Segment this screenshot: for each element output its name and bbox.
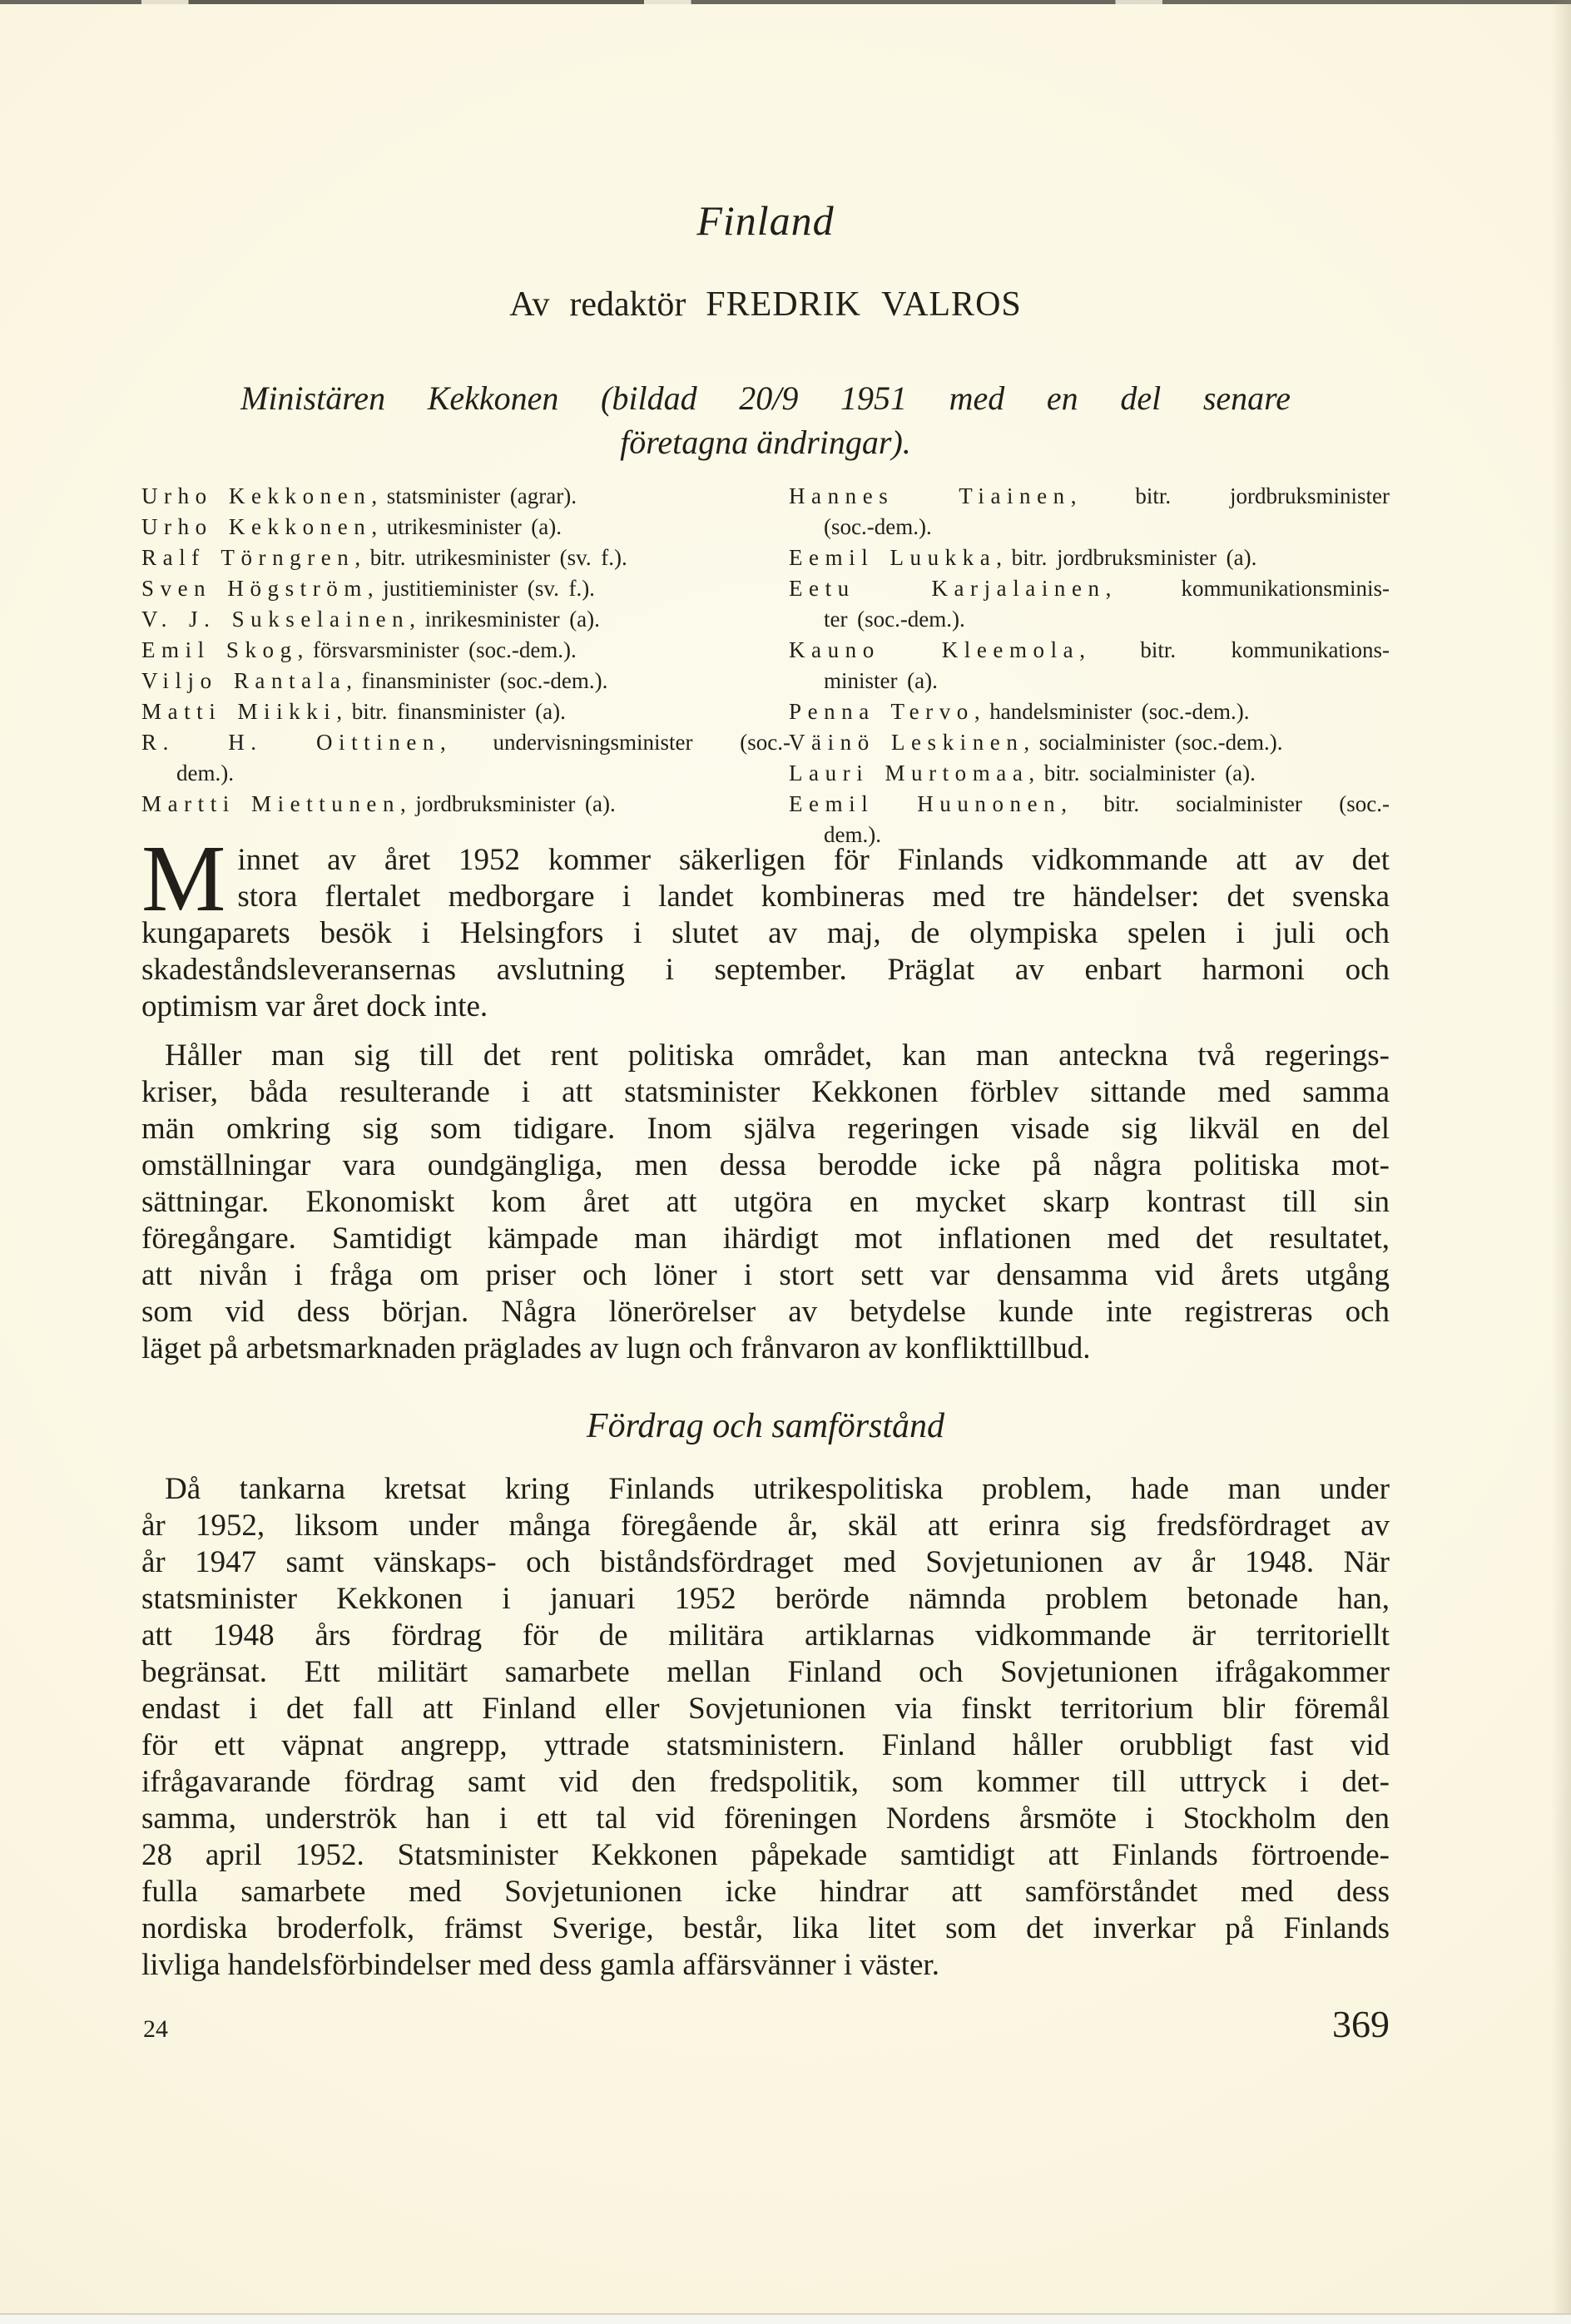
text-line: som vid dess början. Några lönerörelser av betydelse kunde inte registreras och bbox=[141, 1295, 1390, 1329]
cabinet-entry bbox=[789, 758, 1390, 789]
cabinet-entry-line bbox=[141, 635, 790, 666]
cabinet-entry bbox=[141, 666, 790, 696]
minister-role: , bitr. socialminister (a). bbox=[1028, 761, 1256, 785]
minister-role: , försvarsminister (soc.-dem.). bbox=[297, 637, 577, 662]
minister-role-wrap: dem.). bbox=[824, 822, 881, 847]
minister-role-wrap: minister (a). bbox=[824, 668, 938, 693]
cabinet-entry-line bbox=[141, 789, 790, 820]
minister-name: Martti Miettunen bbox=[141, 791, 401, 816]
text-line: ifrågavarande fördrag samt vid den fredspolitik, som kommer till uttryck i det- bbox=[141, 1765, 1390, 1799]
minister-role: , undervisningsminister (soc.- bbox=[439, 730, 790, 755]
scan-bottom-edge bbox=[0, 2313, 1571, 2324]
cabinet-entry bbox=[141, 543, 790, 573]
section-heading: Fördrag och samförstånd bbox=[586, 1407, 945, 1445]
text-line: omställningar vara oundgängliga, men dessa berodde icke på några politiska mot- bbox=[141, 1148, 1390, 1182]
minister-name: Urho Kekkonen bbox=[141, 483, 372, 508]
minister-name: Hannes Tiainen bbox=[789, 483, 1071, 508]
page-number: 369 bbox=[1332, 2003, 1390, 2045]
minister-name: V. J. Sukselainen bbox=[141, 607, 410, 632]
dropcap-letter: M bbox=[141, 825, 226, 931]
byline-author: FREDRIK VALROS bbox=[706, 285, 1022, 324]
cabinet-entry bbox=[141, 696, 790, 727]
text-line: stora flertalet medborgare i landet kombineras med tre händelser: det svenska bbox=[237, 880, 1390, 914]
minister-role: , handelsminister (soc.-dem.). bbox=[974, 699, 1250, 724]
cabinet-entry-line bbox=[789, 789, 1390, 820]
cabinet-subtitle bbox=[240, 376, 1291, 464]
paragraph bbox=[141, 1471, 1390, 1984]
minister-role: , statsminister (agrar). bbox=[371, 483, 577, 508]
text-line: kriser, båda resulterande i att statsminister Kekkonen förblev sittande med samma bbox=[141, 1075, 1390, 1109]
text-line: att 1948 års fördrag för de militära artiklarnas vidkommande är territoriellt bbox=[141, 1618, 1390, 1653]
text-line: endast i det fall att Finland eller Sovjetunionen via finskt territorium blir föremål bbox=[141, 1692, 1390, 1726]
text-line: livliga handelsförbindelser med dess gamla affärsvänner i väster. bbox=[141, 1948, 939, 1982]
cabinet-entry-line bbox=[141, 666, 790, 696]
cabinet-entry bbox=[789, 543, 1390, 573]
minister-name: Sven Högström bbox=[141, 576, 368, 601]
scan-top-edge bbox=[0, 0, 1571, 4]
subtitle-line: företagna ändringar). bbox=[620, 424, 911, 461]
cabinet-entry-line bbox=[789, 727, 1390, 758]
minister-name: Viljo Rantala bbox=[141, 668, 347, 693]
minister-role: , bitr. jordbruksminister (a). bbox=[996, 545, 1257, 570]
minister-role: , utrikesminister (a). bbox=[371, 514, 562, 539]
cabinet-entry bbox=[141, 512, 790, 543]
cabinet-entry bbox=[789, 727, 1390, 758]
text-line: kungaparets besök i Helsingfors i slutet av maj, de olympiska spelen i juli och bbox=[141, 916, 1390, 950]
minister-name: Urho Kekkonen bbox=[141, 514, 372, 539]
cabinet-entry bbox=[141, 604, 790, 635]
minister-role: , bitr. kommunikations- bbox=[1079, 637, 1390, 662]
text-line: samma, underströk han i ett tal vid föreningen Nordens årsmöte i Stockholm den bbox=[141, 1801, 1390, 1836]
minister-role: , bitr. utrikesminister (sv. f.). bbox=[354, 545, 627, 570]
byline-prefix: Av redaktör bbox=[509, 285, 686, 324]
minister-name: Ralf Törngren bbox=[141, 545, 355, 570]
cabinet-entry bbox=[141, 573, 790, 604]
text-line: innet av året 1952 kommer säkerligen för Finlands vidkommande att av det bbox=[237, 843, 1390, 877]
cabinet-entry bbox=[141, 481, 790, 512]
cabinet-entry bbox=[141, 727, 790, 789]
cabinet-entry-line bbox=[141, 696, 790, 727]
minister-role: , bitr. jordbruksminister bbox=[1070, 483, 1390, 508]
text-line: skadeståndsleveransernas avslutning i september. Präglat av enbart harmoni och bbox=[141, 953, 1390, 987]
minister-name: Kauno Kleemola bbox=[789, 637, 1080, 662]
cabinet-entry-line bbox=[789, 481, 1390, 512]
text-line: 28 april 1952. Statsminister Kekkonen påpekade samtidigt att Finlands förtroende- bbox=[141, 1838, 1390, 1872]
minister-role: , finansminister (soc.-dem.). bbox=[346, 668, 608, 693]
cabinet-entry-line bbox=[141, 543, 790, 573]
text-line: läget på arbetsmarknaden präglades av lugn och frånvaron av konflikttillbud. bbox=[141, 1331, 1091, 1365]
minister-name: Eemil Luukka bbox=[789, 545, 997, 570]
minister-role-wrap: (soc.-dem.). bbox=[824, 514, 932, 539]
minister-role: , bitr. finansminister (a). bbox=[336, 699, 566, 724]
cabinet-entry bbox=[789, 573, 1390, 635]
text-line: statsminister Kekkonen i januari 1952 berörde nämnda problem betonade han, bbox=[141, 1582, 1390, 1616]
minister-role-wrap: ter (soc.-dem.). bbox=[824, 607, 965, 632]
minister-name: R. H. Oittinen bbox=[141, 730, 440, 755]
cabinet-entry-line bbox=[789, 758, 1390, 789]
cabinet-entry-line bbox=[141, 727, 790, 758]
paragraph bbox=[141, 1038, 1390, 1367]
cabinet-entry-line bbox=[789, 696, 1390, 727]
text-line: optimism var året dock inte. bbox=[141, 989, 488, 1023]
byline bbox=[141, 285, 1390, 325]
page-title: Finland bbox=[696, 197, 835, 244]
cabinet-entry-line bbox=[141, 573, 790, 604]
cabinet-entry-line bbox=[789, 543, 1390, 573]
text-line: nordiska broderfolk, främst Sverige, består, lika litet som det inverkar på Finlands bbox=[141, 1911, 1390, 1945]
cabinet-entry-line bbox=[141, 604, 790, 635]
minister-role: , socialminister (soc.-dem.). bbox=[1023, 730, 1283, 755]
minister-name: Matti Miikki bbox=[141, 699, 337, 724]
text-line: begränsat. Ett militärt samarbete mellan Finland och Sovjetunionen ifrågakommer bbox=[141, 1655, 1390, 1689]
text-line: att nivån i fråga om priser och löner i stort sett var densamma vid årets utgång bbox=[141, 1258, 1390, 1292]
cabinet-entry bbox=[789, 789, 1390, 850]
subtitle-line: Ministären Kekkonen (bildad 20/9 1951 med en del senare bbox=[240, 379, 1291, 417]
cabinet-entry bbox=[141, 635, 790, 666]
cabinet-entry-line bbox=[789, 635, 1390, 666]
footer-note-number: 24 bbox=[143, 2015, 168, 2043]
text-line: år 1952, liksom under många föregående år, skäl att erinra sig fredsfördraget av bbox=[141, 1509, 1390, 1543]
cabinet-entry-line bbox=[141, 512, 790, 543]
text-line: föregångare. Samtidigt kämpade man ihärdigt mot inflationen med det resultatet, bbox=[141, 1221, 1390, 1256]
text-line: sättningar. Ekonomiskt kom året att utgöra en mycket skarp kontrast till sin bbox=[141, 1185, 1390, 1219]
minister-role-wrap: dem.). bbox=[176, 761, 234, 785]
cabinet-entry-line bbox=[141, 481, 790, 512]
minister-name: Väinö Leskinen bbox=[789, 730, 1024, 755]
cabinet-entry bbox=[789, 696, 1390, 727]
minister-name: Lauri Murtomaa bbox=[789, 761, 1029, 785]
minister-role: , justitieminister (sv. f.). bbox=[367, 576, 595, 601]
minister-role: , jordbruksminister (a). bbox=[400, 791, 616, 816]
page-edge-shadow bbox=[1551, 0, 1571, 2324]
text-line: fulla samarbete med Sovjetunionen icke hindrar att samförståndet med dess bbox=[141, 1875, 1390, 1909]
cabinet-entry bbox=[789, 635, 1390, 696]
text-line: år 1947 samt vänskaps- och biståndsfördraget med Sovjetunionen av år 1948. När bbox=[141, 1545, 1390, 1579]
minister-name: Eemil Huunonen bbox=[789, 791, 1062, 816]
minister-role: , bitr. socialminister (soc.- bbox=[1061, 791, 1390, 816]
cabinet-column-right bbox=[789, 481, 1390, 850]
text-line: Då tankarna kretsat kring Finlands utrikespolitiska problem, hade man under bbox=[165, 1472, 1390, 1506]
minister-name: Emil Skog bbox=[141, 637, 298, 662]
minister-role: , kommunikationsminis- bbox=[1105, 576, 1390, 601]
minister-role: , inrikesminister (a). bbox=[409, 607, 600, 632]
cabinet-entry-line bbox=[789, 573, 1390, 604]
text-line: för ett väpnat angrepp, yttrade statsministern. Finland håller orubbligt fast vid bbox=[141, 1728, 1390, 1762]
text-line: Håller man sig till det rent politiska området, kan man anteckna två regerings- bbox=[165, 1038, 1390, 1073]
cabinet-entry bbox=[789, 481, 1390, 543]
minister-name: Penna Tervo bbox=[789, 699, 974, 724]
text-line: män omkring sig som tidigare. Inom själva regeringen visade sig likväl en del bbox=[141, 1112, 1390, 1146]
minister-name: Eetu Karjalainen bbox=[789, 576, 1106, 601]
cabinet-entry bbox=[141, 789, 790, 820]
cabinet-column-left bbox=[141, 481, 790, 820]
